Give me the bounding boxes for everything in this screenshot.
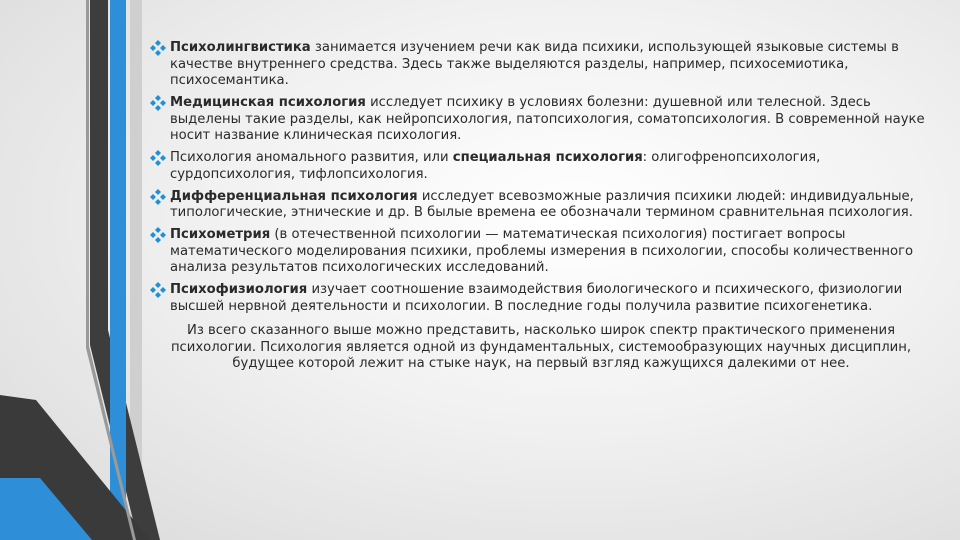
- bullet-term: Психолингвистика: [170, 40, 311, 55]
- bullet-term: Психофизиология: [170, 282, 308, 297]
- bullet-text: исследует всевозможные различия психики людей: индивидуальные, типологические, этнические и др. В былые времена ее обозначали термином сравнительная психология.: [170, 188, 914, 220]
- bullet-item-differential-psychology: [146, 189, 932, 222]
- bullet-term: Дифференциальная психология: [170, 188, 418, 204]
- bullet-text: исследует психику в условиях болезни: душевной или телесной. Здесь выделены такие разделы, как нейропсихология, патопсихология, соматопсихология. В современной науке носит название клиническая психология.: [170, 95, 925, 143]
- bullet-lead: Психология аномального развития, или: [170, 150, 453, 165]
- diamond-bullet-icon: [149, 94, 167, 112]
- summary-paragraph: Из всего сказанного выше можно представить, насколько широк спектр практического применения психологии. Психология является одной из фундаментальных, системообразующих научных дисциплин, будущее которой лежит на стыке наук, на первый взгляд кажущихся далекими от нее.: [170, 323, 912, 371]
- bullet-term: Психометрия: [170, 227, 271, 242]
- bullet-term: Медицинская психология: [170, 95, 366, 110]
- diamond-bullet-icon: [149, 39, 167, 57]
- bullet-item-medical-psychology: [146, 95, 932, 145]
- bullet-term: специальная психология: [452, 150, 643, 165]
- diamond-bullet-icon: [149, 281, 167, 299]
- stripe-blue: [110, 0, 126, 540]
- bullet-item-psychometrics: [146, 227, 932, 277]
- bullet-item-psychophysiology: [146, 282, 932, 315]
- diamond-bullet-icon: [149, 149, 167, 167]
- bullet-text: : олигофренопсихология, сурдопсихология, тифлопсихология.: [170, 150, 821, 182]
- bullet-item-psycholinguistics: [146, 40, 932, 90]
- bullet-text: занимается изучением речи как вида психики, использующей языковые системы в качестве внутреннего средства. Здесь также выделяются разделы, например, психосемиотика, психосемантика.: [170, 40, 899, 88]
- content-area: [146, 40, 932, 500]
- bullet-text: (в отечественной психологии — математическая психология) постигает вопросы математического моделирования психики, проблемы измерения в психологии, способы количественного анализа результатов психологических исследований.: [170, 227, 914, 275]
- diamond-bullet-icon: [149, 226, 167, 244]
- bullet-item-special-psychology: [146, 150, 932, 183]
- diamond-bullet-icon: [149, 188, 167, 206]
- bullet-text: изучает соотношение взаимодействия биологического и психического, физиологии высшей нервной деятельности и психологии. В последние годы получила развитие психогенетика.: [170, 282, 903, 314]
